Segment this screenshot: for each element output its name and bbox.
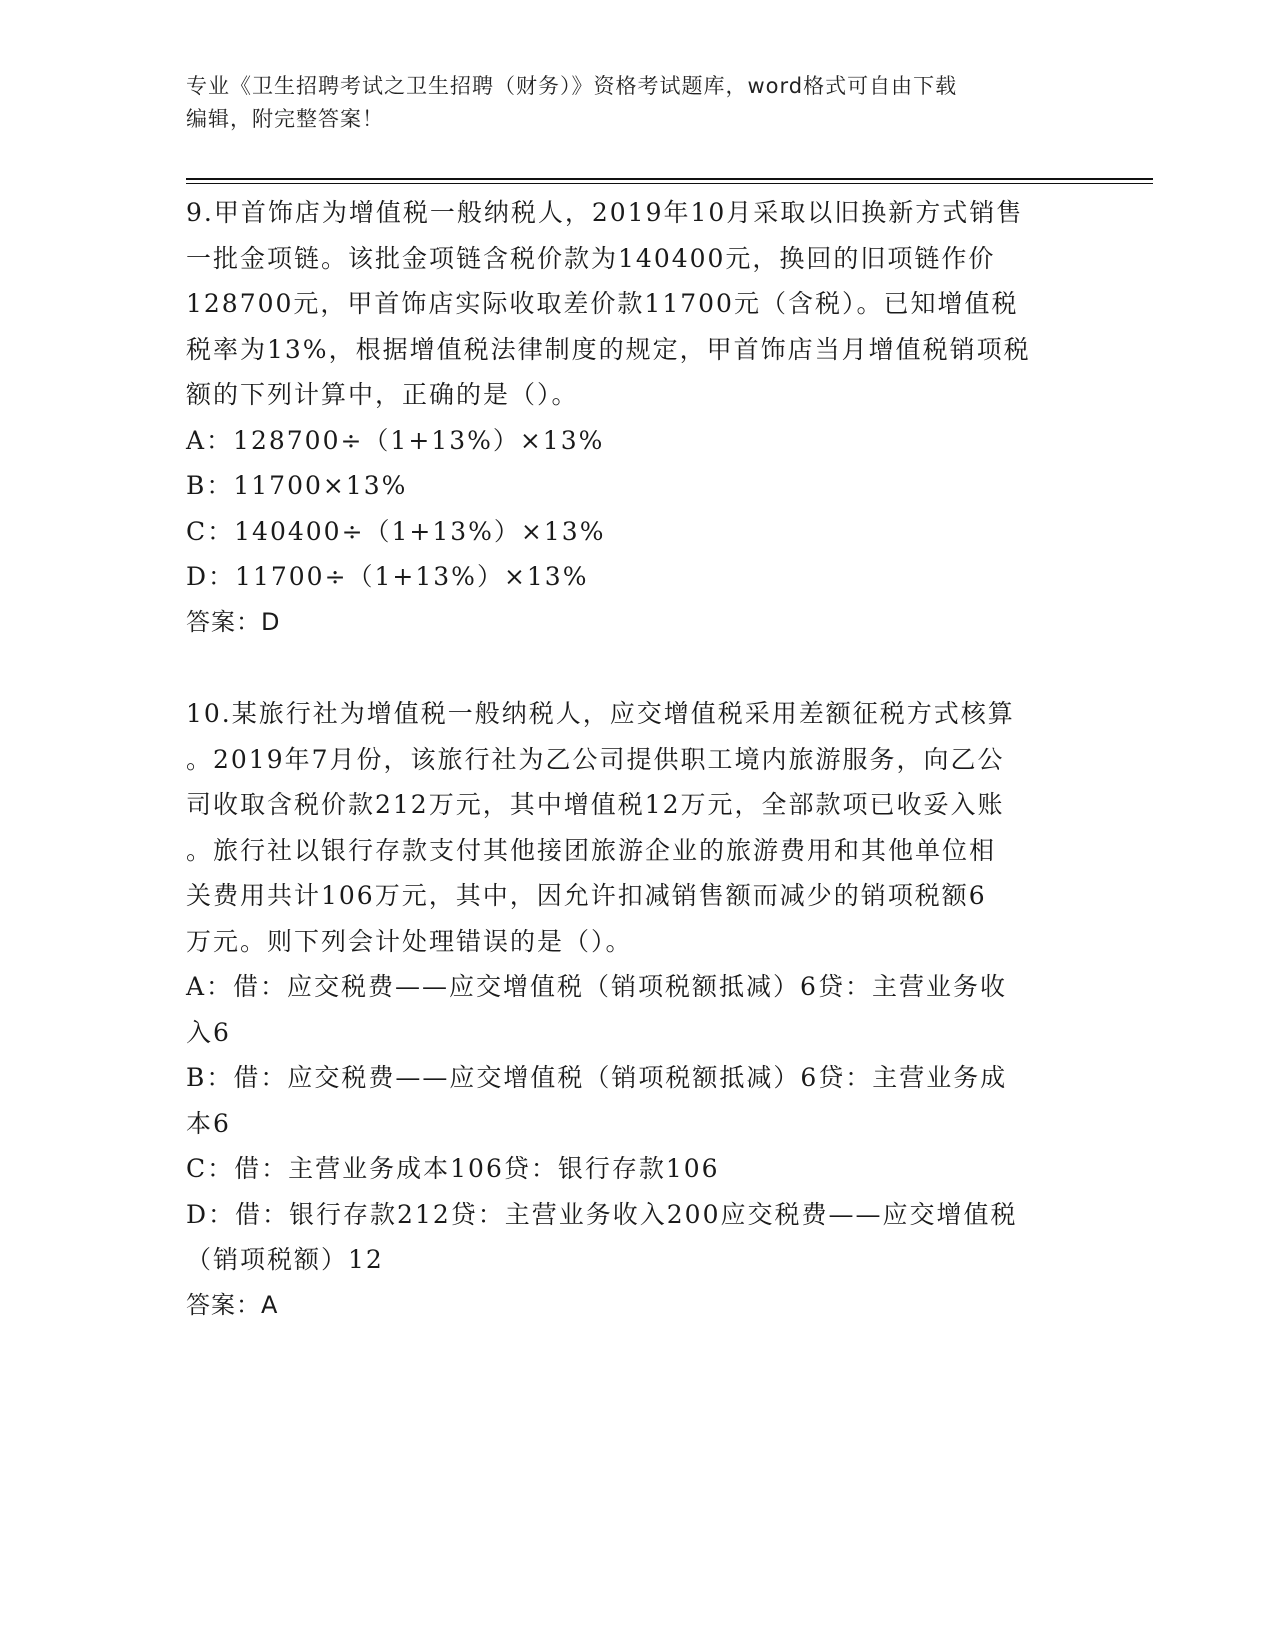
question-spacer [186, 645, 1086, 691]
question-stem-line: 。2019年7月份，该旅行社为乙公司提供职工境内旅游服务，向乙公 [186, 744, 1005, 774]
option-d: D：借：银行存款212贷：主营业务收入200应交税费——应交增值税 [186, 1199, 1018, 1229]
option-a-continued: 入6 [186, 1017, 231, 1047]
option-a: A：借：应交税费——应交增值税（销项税额抵减）6贷：主营业务收 [186, 972, 1007, 1001]
option-a: A：128700÷（1+13%）×13% [186, 425, 605, 455]
header-line: 专业《卫生招聘考试之卫生招聘（财务）》资格考试题库，word格式可自由下载 [186, 74, 958, 98]
option-b-continued: 本6 [186, 1108, 231, 1138]
question-stem-line: 关费用共计106万元，其中，因允许扣减销售额而减少的销项税额6 [186, 881, 987, 910]
question-stem-line: 万元。则下列会计处理错误的是（）。 [186, 926, 633, 956]
header-line: 编辑，附完整答案！ [186, 107, 384, 131]
option-b: B：借：应交税费——应交增值税（销项税额抵减）6贷：主营业务成 [186, 1063, 1008, 1092]
header-rule-thin [186, 183, 1153, 184]
answer-line: 答案：D [186, 607, 281, 636]
header-rule-thick [186, 178, 1153, 180]
option-d-continued: （销项税额）12 [186, 1245, 384, 1274]
question-stem-line: 税率为13%，根据增值税法律制度的规定，甲首饰店当月增值税销项税 [186, 334, 1031, 364]
question-stem-line: 司收取含税价款212万元，其中增值税12万元，全部款项已收妥入账 [186, 790, 1005, 819]
document-header [186, 70, 1086, 136]
answer-line: 答案：A [186, 1290, 279, 1319]
option-c: C：借：主营业务成本106贷：银行存款106 [186, 1154, 720, 1183]
question-10 [186, 691, 1086, 1328]
question-stem-line: 128700元，甲首饰店实际收取差价款11700元（含税）。已知增值税 [186, 289, 1019, 318]
question-9 [186, 190, 1086, 645]
question-stem-line: 额的下列计算中，正确的是（）。 [186, 380, 579, 409]
option-d: D：11700÷（1+13%）×13% [186, 562, 589, 591]
question-content [186, 190, 1086, 1328]
question-stem-line: 一批金项链。该批金项链含税价款为140400元，换回的旧项链作价 [186, 243, 996, 273]
question-stem-line: 10.某旅行社为增值税一般纳税人，应交增值税采用差额征税方式核算 [186, 699, 1015, 728]
option-c: C：140400÷（1+13%）×13% [186, 516, 606, 546]
question-stem-line: 。旅行社以银行存款支付其他接团旅游企业的旅游费用和其他单位相 [186, 835, 997, 865]
option-b: B：11700×13% [186, 471, 408, 500]
question-stem-line: 9.甲首饰店为增值税一般纳税人，2019年10月采取以旧换新方式销售 [186, 198, 1024, 227]
